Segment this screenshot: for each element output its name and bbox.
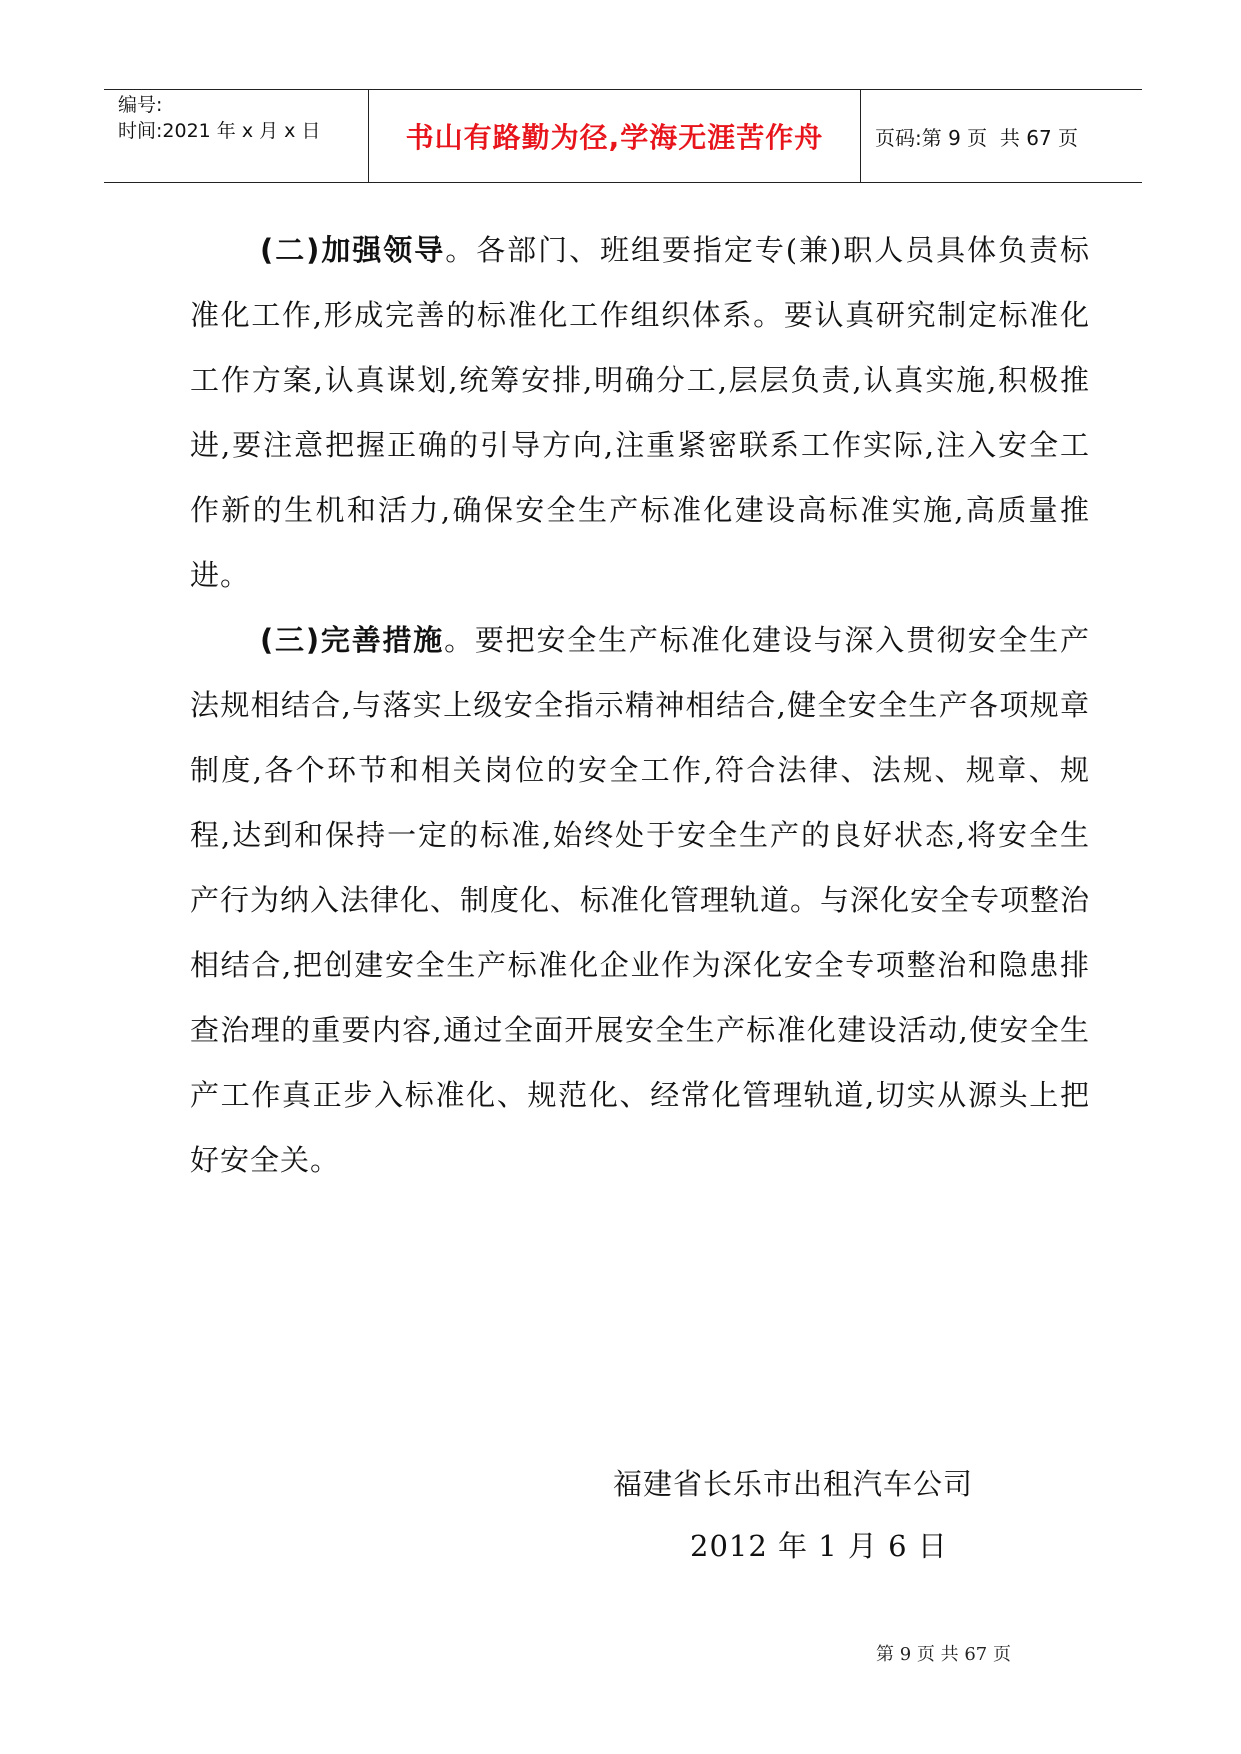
header-number-label: 编号: [118,94,163,116]
paragraph-heading: (二)加强领导 [260,233,446,267]
paragraph-text: 。要把安全生产标准化建设与深入贯彻安全生产法规相结合,与落实上级安全指示精神相结合,健全安全生产各项规章制度,各个环节和相关岗位的安全工作,符合法律、法规、规章、规程,达到和保持一定的标准,始终处于安全生产的良好状态,将安全生产行为纳入法律化、制度化、标准化管理轨道。与深化安全专项整治相结合,把创建安全生产标准化企业作为深化安全专项整治和隐患排查治理的重要内容,通过全面开展安全生产标准化建设活动,使安全生产工作真正步入标准化、规范化、经常化管理轨道,切实从源头上把好安全关。 [190,623,1091,1177]
page-footer: 第 9 页 共 67 页 [876,1644,1011,1665]
signature-organization: 福建省长乐市出租汽车公司 [613,1467,974,1501]
header-meta [104,90,369,182]
signature-date: 2012 年 1 月 6 日 [690,1529,948,1563]
header-page-cell [861,90,1142,182]
header-page-info: 页码:第 9 页 共 67 页 [875,125,1079,150]
paragraph-text: 。各部门、班组要指定专(兼)职人员具体负责标准化工作,形成完善的标准化工作组织体系。要认真研究制定标准化工作方案,认真谋划,统筹安排,明确分工,层层负责,认真实施,积极推进,要注意把握正确的引导方向,注重紧密联系工作实际,注入安全工作新的生机和活力,确保安全生产标准化建设高标准实施,高质量推进。 [190,233,1090,592]
header-motto-cell [369,90,861,182]
paragraph-leadership [190,218,1090,608]
paragraph-heading: (三)完善措施 [260,623,445,657]
paragraph-measures [190,608,1090,1193]
page-header [104,89,1142,183]
header-motto: 书山有路勤为径,学海无涯苦作舟 [405,121,824,154]
header-time-label: 时间:2021 年 x 月 x 日 [118,120,321,142]
document-body [190,218,1090,1193]
